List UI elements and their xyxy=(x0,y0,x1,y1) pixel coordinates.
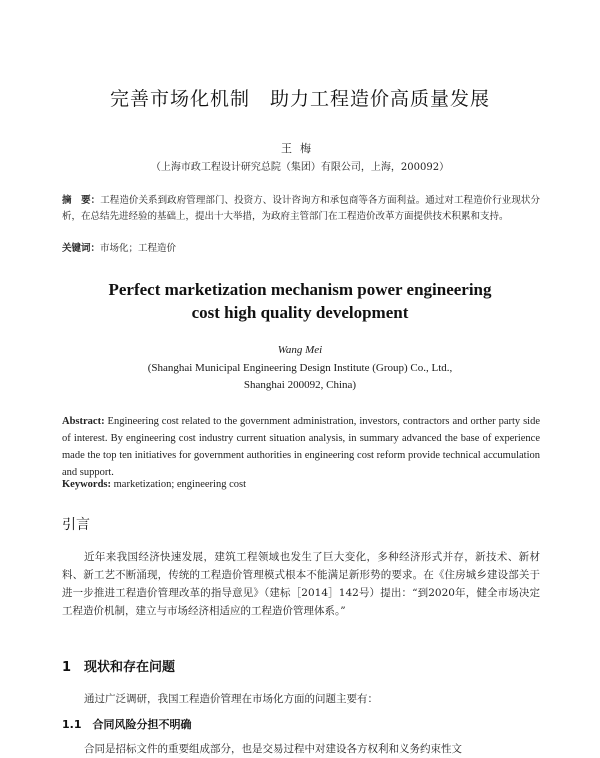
chinese-author: 王梅 xyxy=(281,142,319,155)
intro-paragraph: 近年来我国经济快速发展，建筑工程领域也发生了巨大变化，多种经济形式并存，新技术、新材料、新工艺不断涌现，传统的工程造价管理模式根本不能满足新形势的要求。在《住房城乡建设部关于进一步推进工程造价管理改革的指导意见》（建标［2014］142号）提出：“到2020年，健全市场决定工程造价机制，建立与市场经济相适应的工程造价管理体系。” xyxy=(62,551,540,617)
subsection-1-1-paragraph: 合同是招标文件的重要组成部分，也是交易过程中对建设各方权利和义务约束性文 xyxy=(84,743,462,755)
section1-heading: 1 现状和存在问题 xyxy=(62,660,176,675)
chinese-keywords-label: 关键词： xyxy=(62,243,101,254)
english-keywords-text: marketization; engineering cost xyxy=(113,479,246,490)
english-abstract-label: Abstract: xyxy=(62,416,105,427)
chinese-affiliation: （上海市政工程设计研究总院（集团）有限公司，上海，200092） xyxy=(150,162,450,173)
section1-paragraph: 通过广泛调研，我国工程造价管理在市场化方面的问题主要有： xyxy=(84,693,378,705)
english-title-line2: cost high quality development xyxy=(191,303,409,322)
english-affiliation xyxy=(0,360,600,394)
english-title xyxy=(0,278,600,324)
chinese-abstract-text: 工程造价关系到政府管理部门、投资方、设计咨询方和承包商等各方面利益。通过对工程造价行业现状分析，在总结先进经验的基础上，提出十大举措，为政府主管部门在工程造价改革方面提供技术积累和支持。 xyxy=(62,195,540,222)
chinese-keywords-text: 市场化；工程造价 xyxy=(100,243,177,254)
english-abstract xyxy=(62,413,540,481)
english-affiliation-line1: (Shanghai Municipal Engineering Design Institute (Group) Co., Ltd., xyxy=(147,362,453,374)
english-affiliation-line2: Shanghai 200092, China) xyxy=(243,379,357,391)
chinese-keywords xyxy=(62,242,540,256)
english-author: Wang Mei xyxy=(277,344,323,356)
chinese-abstract xyxy=(62,193,540,225)
subsection-1-1-heading: 1.1 合同风险分担不明确 xyxy=(62,718,192,731)
chinese-abstract-label: 摘 要： xyxy=(62,195,101,206)
intro-heading: 引言 xyxy=(62,517,90,533)
english-title-line1: Perfect marketization mechanism power engineering xyxy=(108,280,492,299)
english-keywords xyxy=(62,479,540,490)
english-keywords-label: Keywords: xyxy=(62,479,111,490)
english-abstract-text: Engineering cost related to the government administration, investors, contractors and orther party side of interest. By engineering cost industry current situation analysis, in summary advanced the base of experience made the top ten initiatives for government authorities in engineering cost reform provide technical accumulation and support. xyxy=(62,416,541,478)
chinese-title: 完善市场化机制 助力工程造价高质量发展 xyxy=(109,88,490,110)
